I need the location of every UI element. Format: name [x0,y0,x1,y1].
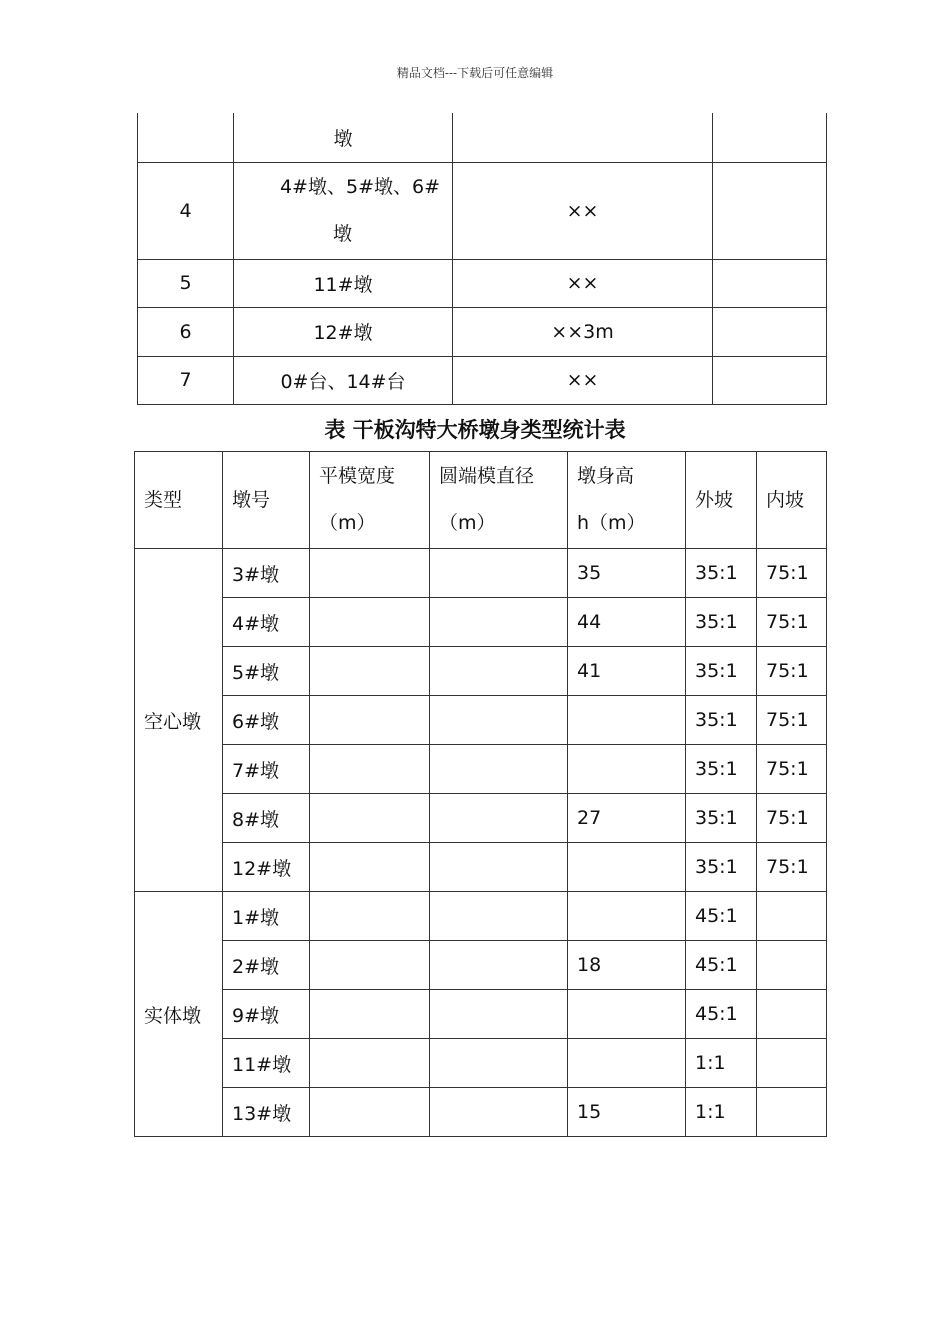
header-height-line1: 墩身高 [577,465,635,487]
table-row [135,941,827,990]
round-diameter-cell [430,892,568,941]
header-pier: 墩号 [223,452,310,549]
height-cell: 15 [568,1088,686,1137]
inner-slope-cell: 75:1 [757,843,827,892]
row-number: 4 [138,162,234,259]
header-round-diameter-line2: （m） [439,512,496,534]
height-cell: 44 [568,598,686,647]
flat-width-cell [310,990,430,1039]
pier-cell: 5#墩 [223,647,310,696]
dimension: ××3m [453,307,713,356]
height-cell [568,990,686,1039]
flat-width-cell [310,696,430,745]
outer-slope-cell: 45:1 [686,990,757,1039]
flat-width-cell [310,892,430,941]
table-row [138,162,827,259]
outer-slope-cell: 45:1 [686,892,757,941]
inner-slope-cell: 75:1 [757,598,827,647]
pier-name [234,162,453,259]
flat-width-cell [310,941,430,990]
pier-cell: 9#墩 [223,990,310,1039]
dimension: ×× [453,162,713,259]
flat-width-cell [310,1088,430,1137]
pier-type-table [134,451,827,1137]
dimension [453,113,713,162]
round-diameter-cell [430,941,568,990]
table-row [138,259,827,307]
table-row [135,745,827,794]
inner-slope-cell [757,1088,827,1137]
table-title: 表 干板沟特大桥墩身类型统计表 [324,418,626,442]
pier-name: 12#墩 [234,307,453,356]
height-cell [568,745,686,794]
note [713,113,827,162]
row-number: 7 [138,356,234,404]
dimension: ×× [453,259,713,307]
round-diameter-cell [430,647,568,696]
note [713,162,827,259]
header-round-diameter [430,452,568,549]
outer-slope-cell: 35:1 [686,696,757,745]
height-cell: 35 [568,549,686,598]
height-cell: 41 [568,647,686,696]
flat-width-cell [310,745,430,794]
table-row [135,647,827,696]
pier-cell: 2#墩 [223,941,310,990]
header-flat-width-line1: 平模宽度 [319,465,396,487]
height-cell [568,1039,686,1088]
round-diameter-cell [430,696,568,745]
header-outer-slope: 外坡 [686,452,757,549]
header-height [568,452,686,549]
table-row [135,843,827,892]
table-row [135,696,827,745]
table-row [135,1039,827,1088]
outer-slope-cell: 35:1 [686,647,757,696]
header-inner-slope: 内坡 [757,452,827,549]
table-row [138,307,827,356]
inner-slope-cell: 75:1 [757,549,827,598]
outer-slope-cell: 1:1 [686,1039,757,1088]
pier-cell: 11#墩 [223,1039,310,1088]
header-height-line2: h（m） [577,512,646,534]
pier-cell: 8#墩 [223,794,310,843]
pier-cell: 13#墩 [223,1088,310,1137]
pier-name-line2: 墩 [333,222,353,245]
flat-width-cell [310,598,430,647]
pier-name: 墩 [234,113,453,162]
height-cell [568,696,686,745]
outer-slope-cell: 35:1 [686,843,757,892]
header-row [135,452,827,549]
pier-cell: 4#墩 [223,598,310,647]
height-cell: 18 [568,941,686,990]
pier-cell: 6#墩 [223,696,310,745]
table-row [138,356,827,404]
round-diameter-cell [430,598,568,647]
round-diameter-cell [430,843,568,892]
flat-width-cell [310,549,430,598]
inner-slope-cell: 75:1 [757,696,827,745]
flat-width-cell [310,794,430,843]
header-type: 类型 [135,452,223,549]
round-diameter-cell [430,745,568,794]
pier-name-line1: 4#墩、5#墩、6# [279,175,440,198]
outer-slope-cell: 35:1 [686,794,757,843]
category-cell: 实体墩 [135,892,223,1137]
pier-cell: 1#墩 [223,892,310,941]
table-row [135,1088,827,1137]
row-number: 5 [138,259,234,307]
inner-slope-cell: 75:1 [757,794,827,843]
row-number: 6 [138,307,234,356]
inner-slope-cell [757,892,827,941]
flat-width-cell [310,1039,430,1088]
table-row [135,549,827,598]
round-diameter-cell [430,1039,568,1088]
round-diameter-cell [430,549,568,598]
note [713,259,827,307]
table-row [138,113,827,162]
table-row [135,892,827,941]
outer-slope-cell: 1:1 [686,1088,757,1137]
round-diameter-cell [430,990,568,1039]
outer-slope-cell: 35:1 [686,549,757,598]
pier-cell: 3#墩 [223,549,310,598]
outer-slope-cell: 45:1 [686,941,757,990]
dimension: ×× [453,356,713,404]
inner-slope-cell [757,990,827,1039]
pier-name: 0#台、14#台 [234,356,453,404]
page-header: 精品文档---下载后可任意编辑 [396,66,554,80]
pier-dimension-table [137,113,827,405]
pier-cell: 12#墩 [223,843,310,892]
category-cell: 空心墩 [135,549,223,892]
header-round-diameter-line1: 圆端模直径 [439,465,535,487]
pier-cell: 7#墩 [223,745,310,794]
note [713,307,827,356]
header-flat-width-line2: （m） [319,512,376,534]
inner-slope-cell [757,1039,827,1088]
inner-slope-cell: 75:1 [757,745,827,794]
round-diameter-cell [430,1088,568,1137]
height-cell [568,843,686,892]
outer-slope-cell: 35:1 [686,598,757,647]
pier-name: 11#墩 [234,259,453,307]
note [713,356,827,404]
flat-width-cell [310,843,430,892]
height-cell: 27 [568,794,686,843]
table-row [135,794,827,843]
outer-slope-cell: 35:1 [686,745,757,794]
header-flat-width [310,452,430,549]
table-row [135,990,827,1039]
table-row [135,598,827,647]
round-diameter-cell [430,794,568,843]
flat-width-cell [310,647,430,696]
row-number [138,113,234,162]
inner-slope-cell: 75:1 [757,647,827,696]
inner-slope-cell [757,941,827,990]
height-cell [568,892,686,941]
